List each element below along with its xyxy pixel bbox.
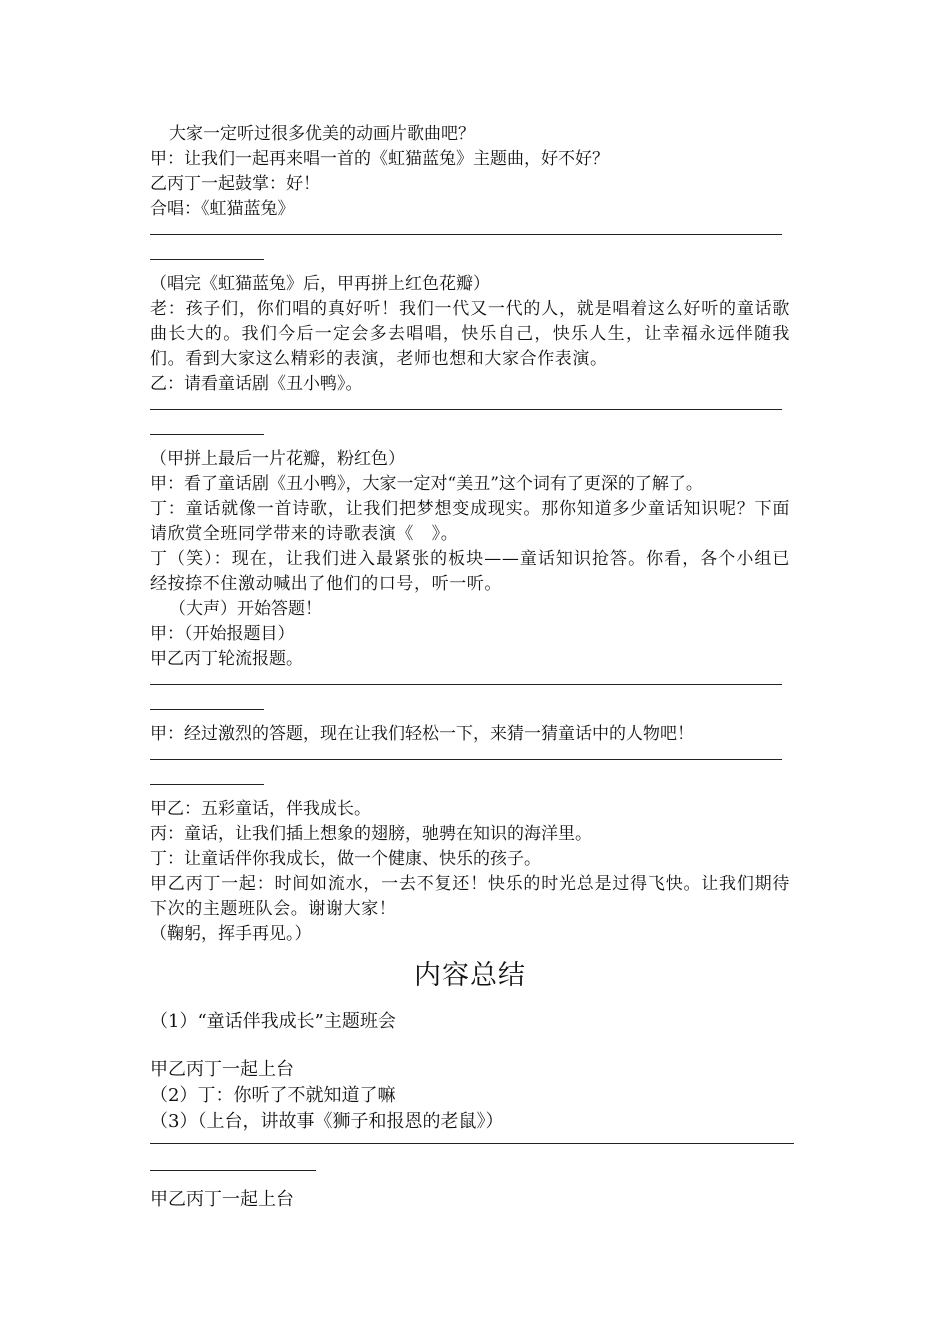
separator-rule-long xyxy=(150,409,782,410)
dialogue-line: 甲乙：五彩童话，伴我成长。 xyxy=(150,799,371,819)
dialogue-paragraph: 甲乙丙丁一起：时间如流水，一去不复还！快乐的时光总是过得飞快。让我们期待下次的主题班队会。谢谢大家！ xyxy=(150,874,790,919)
dialogue-line: 丁：让童话伴你我成长，做一个健康、快乐的孩子。 xyxy=(150,849,541,869)
stage-direction: （鞠躬，挥手再见。） xyxy=(150,924,312,944)
separator-rule xyxy=(150,1135,790,1187)
summary-line: 甲乙丙丁一起上台 xyxy=(150,1189,294,1210)
dialogue-paragraph: 丁：童话就像一首诗歌，让我们把梦想变成现实。那你知道多少童话知识呢？下面请欣赏全班同学带来的诗歌表演《 》。 xyxy=(150,499,790,544)
dialogue-line: 乙丙丁一起鼓掌：好！ xyxy=(150,174,320,194)
summary-item: （2）丁：你听了不就知道了嘛 xyxy=(150,1085,396,1106)
dialogue-line: 丙：童话，让我们插上想象的翅膀，驰骋在知识的海洋里。 xyxy=(150,824,592,844)
separator-rule-short xyxy=(150,434,264,435)
dialogue-line: 甲：让我们一起再来唱一首的《虹猫蓝兔》主题曲，好不好？ xyxy=(150,149,609,169)
separator-rule-long xyxy=(150,684,782,685)
separator-rule-long xyxy=(150,759,782,760)
stage-direction: （甲拼上最后一片花瓣，粉红色） xyxy=(150,449,405,469)
stage-direction: （唱完《虹猫蓝兔》后，甲再拼上红色花瓣） xyxy=(150,274,490,294)
dialogue-line: 乙：请看童话剧《丑小鸭》。 xyxy=(150,374,363,394)
separator-rule-long xyxy=(150,1143,794,1144)
spacer xyxy=(150,1035,790,1057)
document-body xyxy=(150,122,790,1213)
dialogue-line: 甲乙丙丁轮流报题。 xyxy=(150,649,303,669)
dialogue-line: （大声）开始答题！ xyxy=(169,599,322,619)
summary-item: （1）“童话伴我成长”主题班会 xyxy=(150,1011,396,1032)
summary-item: （3）（上台，讲故事《狮子和报恩的老鼠》） xyxy=(150,1111,504,1132)
separator-rule xyxy=(150,397,790,447)
dialogue-line: 合唱：《虹猫蓝兔》 xyxy=(150,199,295,219)
separator-rule-short xyxy=(150,259,264,260)
separator-rule-short xyxy=(150,784,264,785)
dialogue-line: 大家一定听过很多优美的动画片歌曲吧？ xyxy=(169,124,475,144)
dialogue-paragraph: 丁（笑）：现在，让我们进入最紧张的板块——童话知识抢答。你看，各个小组已经按捺不住激动喊出了他们的口号，听一听。 xyxy=(150,549,790,594)
separator-rule xyxy=(150,222,790,272)
dialogue-paragraph: 老：孩子们，你们唱的真好听！我们一代又一代的人，就是唱着这么好听的童话歌曲长大的。我们今后一定会多去唱唱，快乐自己，快乐人生，让幸福永远伴随我们。看到大家这么精彩的表演，老师也想和大家合作表演。 xyxy=(150,299,790,369)
separator-rule-short xyxy=(150,709,264,710)
dialogue-line: 甲：经过激烈的答题，现在让我们轻松一下，来猜一猜童话中的人物吧！ xyxy=(150,724,694,744)
separator-rule-long xyxy=(150,234,782,235)
separator-rule xyxy=(150,672,790,722)
separator-rule xyxy=(150,747,790,797)
dialogue-line: 甲：看了童话剧《丑小鸭》，大家一定对“美丑”这个词有了更深的了解了。 xyxy=(150,474,703,494)
summary-line: 甲乙丙丁一起上台 xyxy=(150,1059,294,1080)
summary-title: 内容总结 xyxy=(414,960,526,991)
dialogue-line: 甲：（开始报题目） xyxy=(150,624,295,644)
separator-rule-short xyxy=(150,1170,316,1171)
